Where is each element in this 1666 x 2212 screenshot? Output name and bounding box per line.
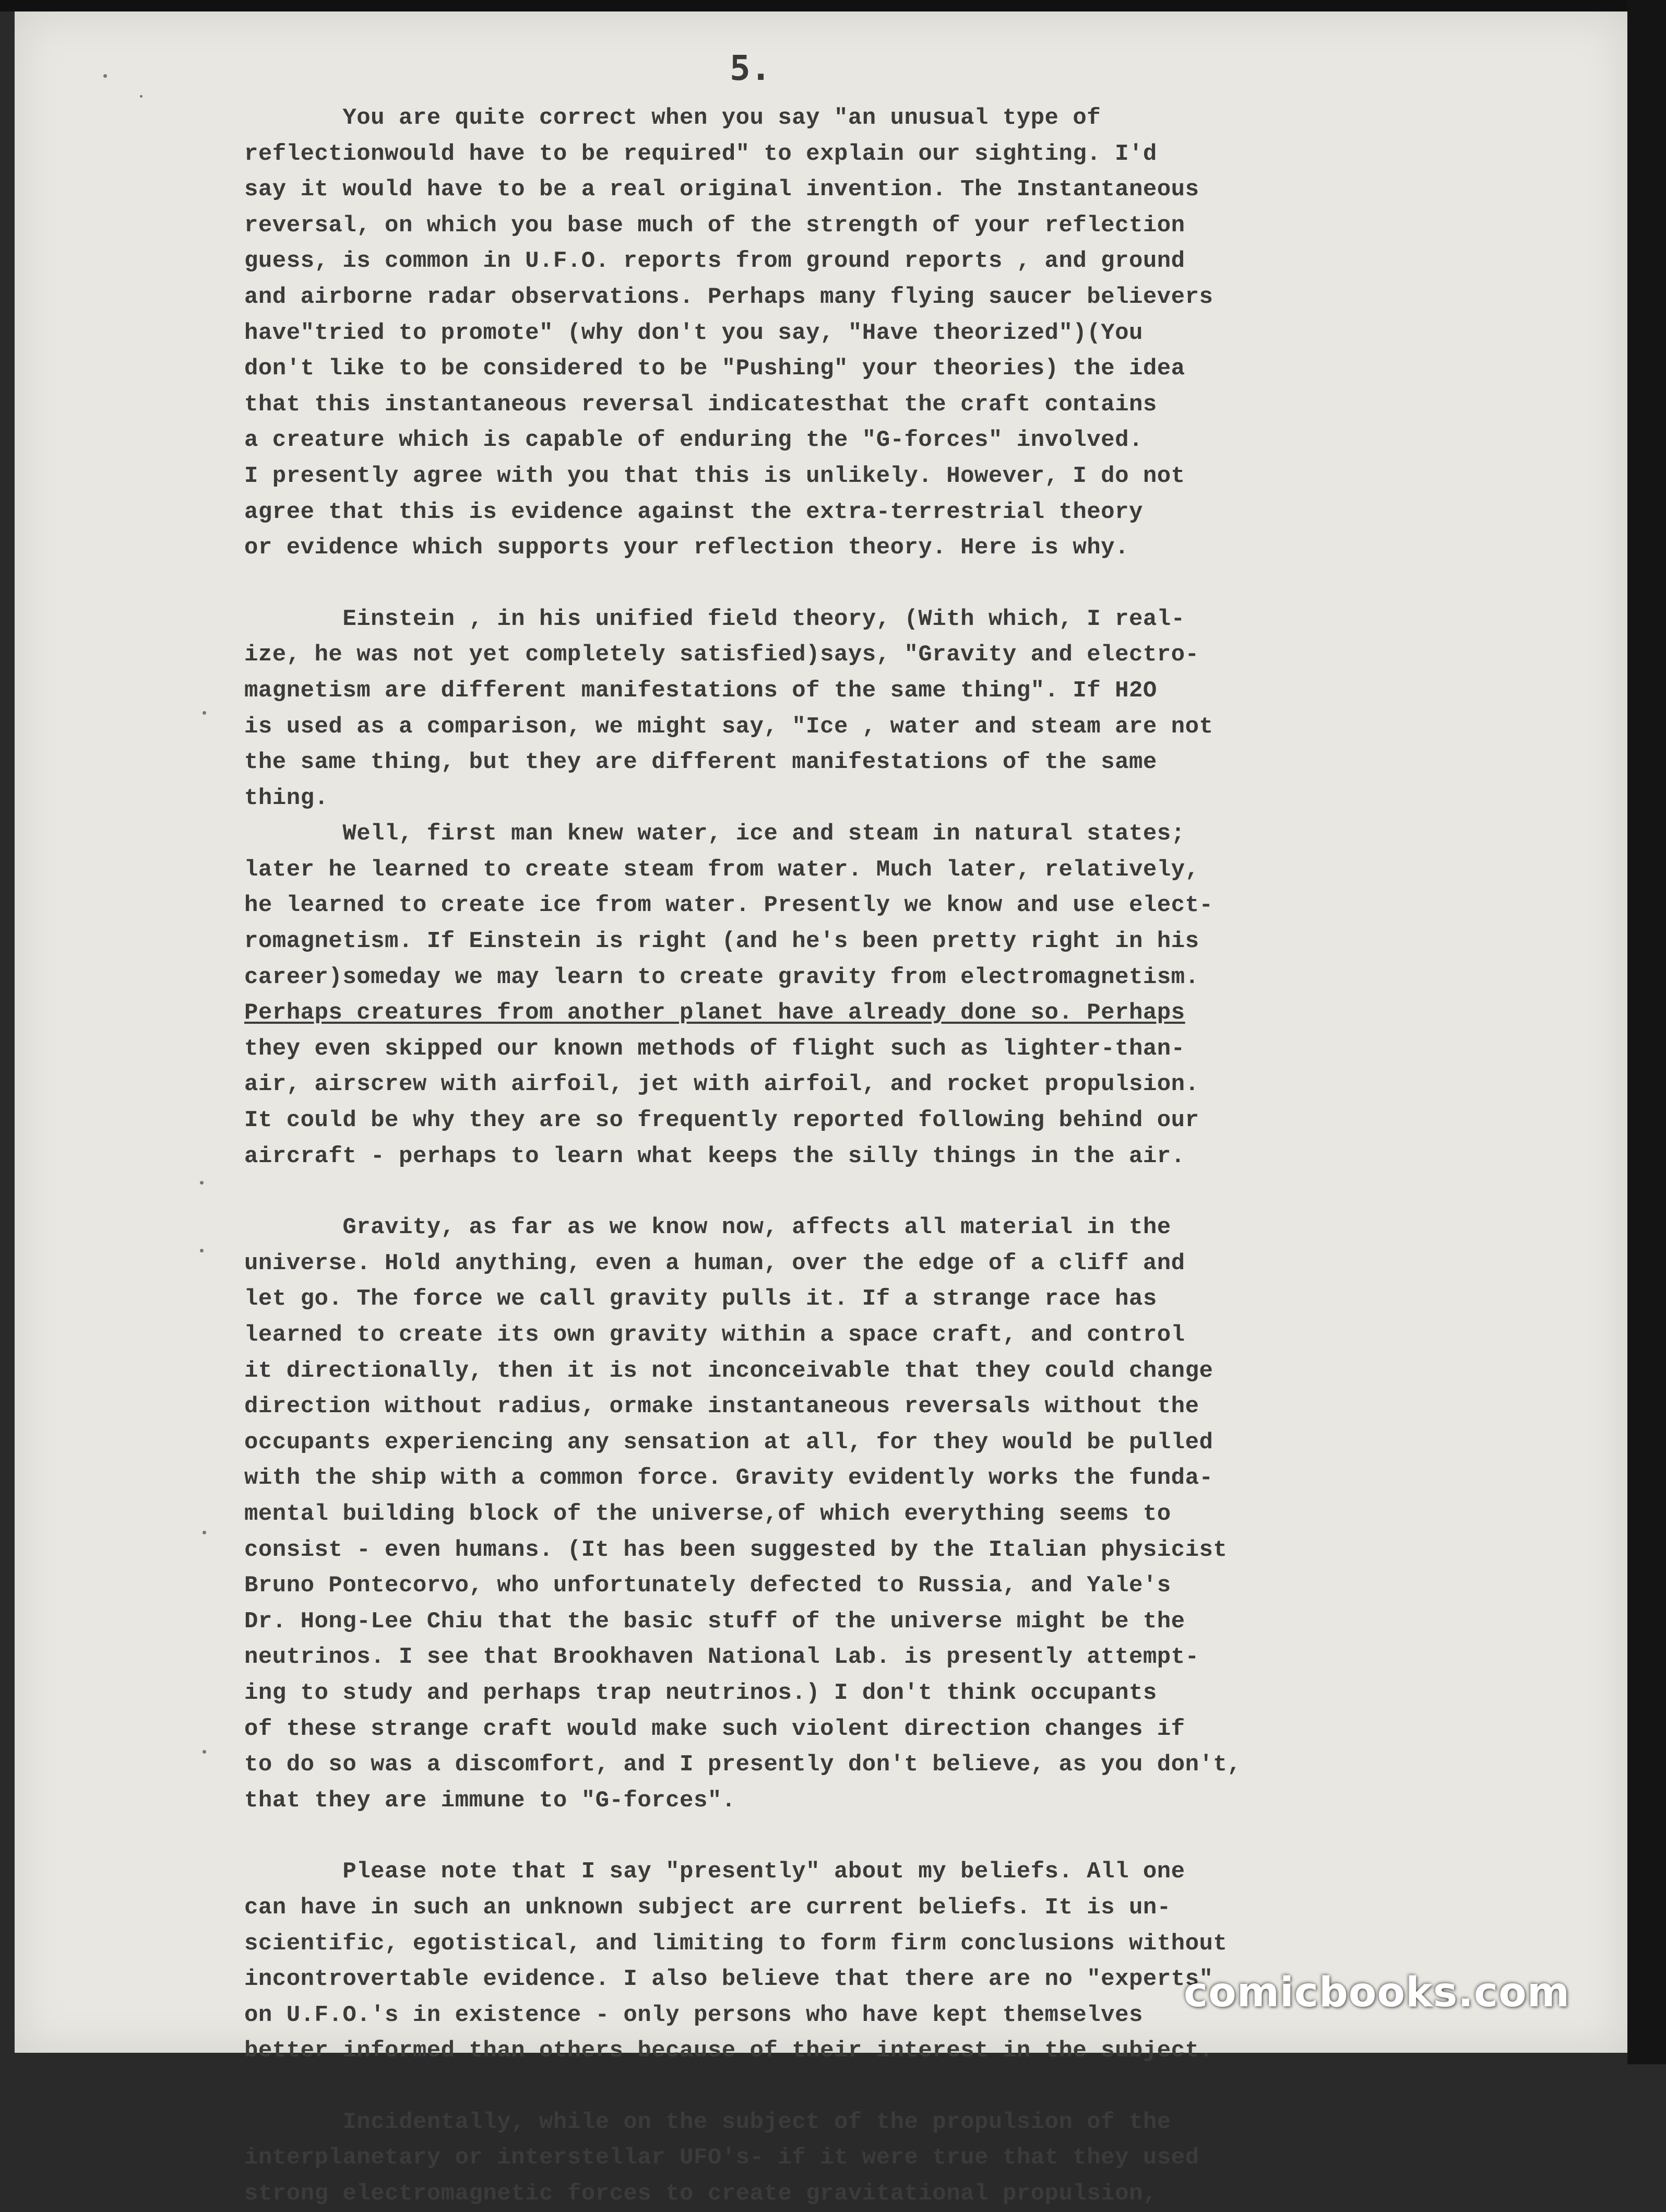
text-line: air, airscrew with airfoil, jet with airfoil, and rocket propulsion. (244, 1071, 1199, 1098)
text-line: direction without radius, ormake instantaneous reversals without the (244, 1393, 1199, 1420)
text-line: aircraft - perhaps to learn what keeps the silly things in the air. (244, 1143, 1185, 1169)
text-line: magnetism are different manifestations of the same thing". If H2O (244, 677, 1157, 704)
text-line: reversal, on which you base much of the strength of your reflection (244, 212, 1185, 239)
text-line: Einstein , in his unified field theory, (With which, I real- (244, 606, 1185, 632)
text-line: is used as a comparison, we might say, "Ice , water and steam are not (244, 713, 1213, 740)
scan-speck (203, 1750, 206, 1754)
text-line: Dr. Hong-Lee Chiu that the basic stuff of the universe might be the (244, 1608, 1185, 1635)
scan-border-right (1627, 0, 1666, 2064)
text-line: and airborne radar observations. Perhaps many flying saucer believers (244, 283, 1213, 310)
text-line: learned to create its own gravity within a space craft, and control (244, 1322, 1185, 1348)
scan-speck (200, 1181, 204, 1185)
text-line: It could be why they are so frequently reported following behind our (244, 1107, 1199, 1134)
text-line: Gravity, as far as we know now, affects all material in the (244, 1214, 1171, 1241)
text-line: Well, first man knew water, ice and steam in natural states; (244, 821, 1185, 847)
text-line: have"tried to promote" (why don't you say, "Have theorized")(You (244, 320, 1143, 346)
text-line: it directionally, then it is not inconceivable that they could change (244, 1357, 1213, 1384)
text-line: occupants experiencing any sensation at all, for they would be pulled (244, 1429, 1213, 1456)
text-line: that they are immune to "G-forces". (244, 1787, 736, 1814)
scan-speck (140, 95, 142, 98)
text-line: he learned to create ice from water. Presently we know and use elect- (244, 892, 1213, 919)
paragraph-2 (244, 601, 1580, 1175)
text-line: with the ship with a common force. Gravity evidently works the funda- (244, 1465, 1213, 1492)
text-line: Please note that I say "presently" about my beliefs. All one (244, 1859, 1185, 1885)
text-line: or evidence which supports your reflection theory. Here is why. (244, 535, 1129, 561)
scan-speck (203, 711, 206, 715)
text-line: the same thing, but they are different manifestations of the same (244, 749, 1157, 776)
text-line: Incidentally, while on the subject of the propulsion of the (244, 2109, 1171, 2135)
paragraph-gap (244, 1174, 1580, 1210)
text-line-underlined: Perhaps creatures from another planet have already done so. Perhaps (244, 1000, 1185, 1026)
text-line: mental building block of the universe,of which everything seems to (244, 1500, 1171, 1527)
page-number: 5. (730, 48, 771, 88)
text-line: scientific, egotistical, and limiting to form firm conclusions without (244, 1930, 1228, 1957)
text-line: consist - even humans. (It has been suggested by the Italian physicist (244, 1536, 1228, 1563)
text-line: on U.F.O.'s in existence - only persons who have kept themselves (244, 2002, 1143, 2028)
scan-border-top (0, 0, 1666, 11)
text-line: strong electromagnetic forces to create gravitational propulsion, (244, 2181, 1157, 2207)
text-line: interplanetary or interstellar UFO's- if it were true that they used (244, 2145, 1199, 2171)
paragraph-5 (244, 2104, 1580, 2212)
text-line: later he learned to create steam from water. Much later, relatively, (244, 856, 1199, 883)
scan-speck (203, 1531, 206, 1534)
text-line: they even skipped our known methods of flight such as lighter-than- (244, 1035, 1185, 1062)
text-line: can have in such an unknown subject are current beliefs. It is un- (244, 1894, 1171, 1921)
text-line: better informed than others because of their interest in the subject. (244, 2038, 1213, 2064)
text-line: romagnetism. If Einstein is right (and he's been pretty right in his (244, 928, 1199, 955)
scan-speck (103, 74, 107, 78)
text-line: let go. The force we call gravity pulls it. If a strange race has (244, 1286, 1157, 1312)
text-line: of these strange craft would make such violent direction changes if (244, 1716, 1185, 1742)
paragraph-3 (244, 1210, 1580, 1818)
letter-page (15, 11, 1627, 2207)
scan-speck (200, 1249, 204, 1252)
site-watermark: comicbooks.com (1183, 1969, 1570, 2016)
text-line: ing to study and perhaps trap neutrinos.) I don't think occupants (244, 1679, 1157, 1706)
text-line: agree that this is evidence against the extra-terrestrial theory (244, 499, 1143, 525)
text-line: incontrovertable evidence. I also believe that there are no "experts" (244, 1966, 1213, 1993)
text-line: say it would have to be a real original invention. The Instantaneous (244, 176, 1199, 203)
paragraph-gap (244, 566, 1580, 601)
text-line: reflectionwould have to be required" to explain our sighting. I'd (244, 140, 1157, 167)
text-line: guess, is common in U.F.O. reports from ground reports , and ground (244, 248, 1185, 275)
text-line: You are quite correct when you say "an unusual type of (244, 105, 1101, 131)
text-line: ize, he was not yet completely satisfied)says, "Gravity and electro- (244, 642, 1199, 668)
paragraph-1 (244, 100, 1580, 566)
text-line: don't like to be considered to be "Pushing" your theories) the idea (244, 356, 1185, 382)
letter-body (244, 100, 1580, 2212)
text-line: Bruno Pontecorvo, who unfortunately defected to Russia, and Yale's (244, 1572, 1171, 1599)
text-line: I presently agree with you that this is unlikely. However, I do not (244, 463, 1185, 489)
text-line: universe. Hold anything, even a human, over the edge of a cliff and (244, 1250, 1185, 1276)
text-line: that this instantaneous reversal indicatesthat the craft contains (244, 391, 1157, 418)
text-line: neutrinos. I see that Brookhaven National Lab. is presently attempt- (244, 1644, 1199, 1671)
text-line: to do so was a discomfort, and I presently don't believe, as you don't, (244, 1752, 1242, 1778)
text-line: a creature which is capable of enduring the "G-forces" involved. (244, 427, 1143, 454)
paragraph-gap (244, 1818, 1580, 1854)
text-line: thing. (244, 785, 329, 811)
paragraph-gap (244, 2069, 1580, 2104)
paragraph-4 (244, 1854, 1580, 2069)
text-line: career)someday we may learn to create gravity from electromagnetism. (244, 964, 1199, 990)
